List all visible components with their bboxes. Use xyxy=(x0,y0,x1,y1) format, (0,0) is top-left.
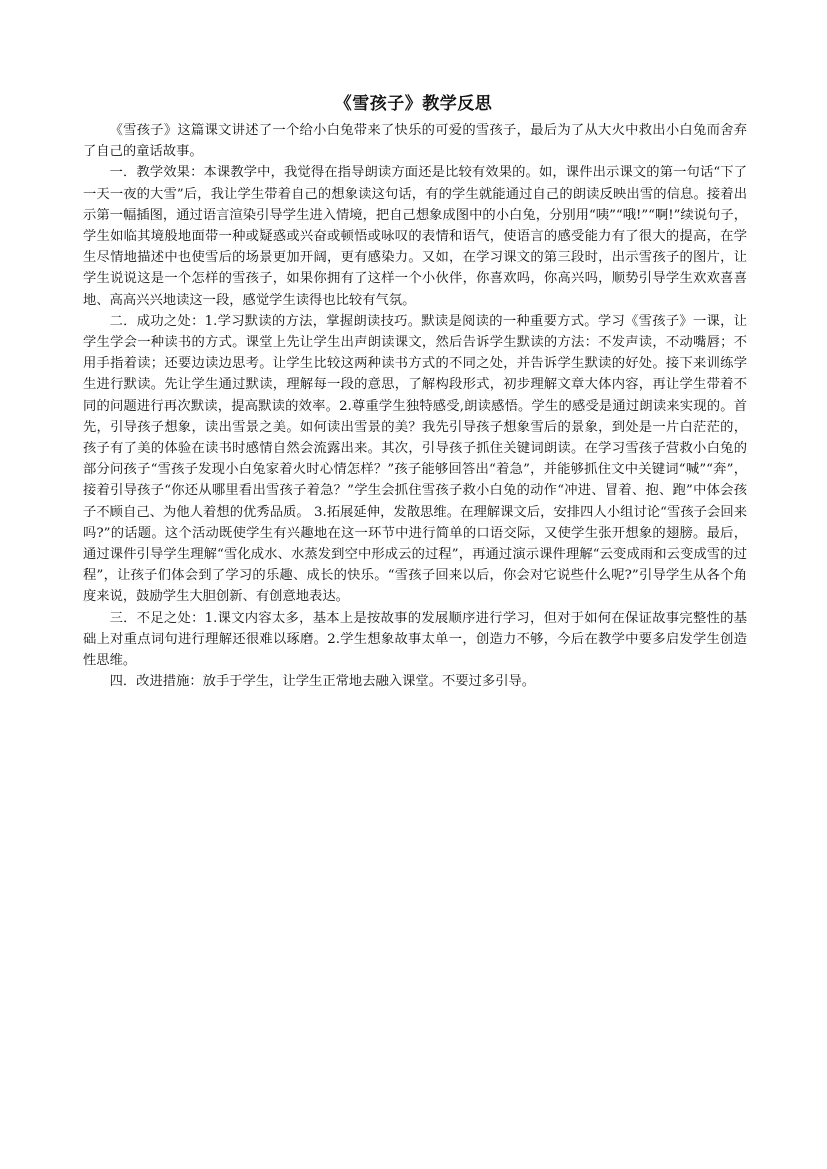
paragraph-improvements: 四．改进措施：放手于学生，让学生正常地去融入课堂。不要过多引导。 xyxy=(109,674,536,690)
document-body xyxy=(83,120,747,692)
paragraph-shortcomings: 三．不足之处：1.课文内容太多，基本上是按故事的发展顺序进行学习，但对于如何在保证故事完整性的基础上对重点词句进行理解还很难以琢磨。2.学生想象故事太单一，创造力不够，今后在教学中要多启发学生创造性思维。 xyxy=(83,610,747,669)
paragraph-successes: 二．成功之处：1.学习默读的方法，掌握朗读技巧。默读是阅读的一种重要方式。学习《雪孩子》一课，让学生学会一种读书的方式。课堂上先让学生出声朗读课文，然后告诉学生默读的方法：不发声读，不动嘴唇；不用手指着读；还要边读边思考。让学生比较这两种读书方式的不同之处，并告诉学生默读的好处。接下来训练学生进行默读。先让学生通过默读，理解每一段的意思，了解构段形式，初步理解文章大体内容，再让学生带着不同的问题进行再次默读，提高默读的效率。2.尊重学生独特感受,朗读感悟。学生的感受是通过朗读来实现的。首先，引导孩子想象，读出雪景之美。如何读出雪景的美？我先引导孩子想象雪后的景象，到处是一片白茫茫的，孩子有了美的体验在读书时感情自然会流露出来。其次，引导孩子抓住关键词朗读。在学习雪孩子营救小白兔的部分问孩子“雪孩子发现小白兔家着火时心情怎样？”孩子能够回答出“着急”，并能够抓住文中关键词“喊”“奔”，接着引导孩子“你还从哪里看出雪孩子着急？”学生会抓住雪孩子救小白兔的动作“冲进、冒着、抱、跑”中体会孩子不顾自己、为他人着想的优秀品质。 3.拓展延伸，发散思维。在理解课文后，安排四人小组讨论“雪孩子会回来吗?”的话题。这个活动既使学生有兴趣地在这一环节中进行简单的口语交际，又使学生张开想象的翅膀。最后，通过课件引导学生理解“雪化成水、水蒸发到空中形成云的过程”，再通过演示课件理解“云变成雨和云变成雪的过程”，让孩子们体会到了学习的乐趣、成长的快乐。“雪孩子回来以后，你会对它说些什么呢?”引导学生从各个角度来说，鼓励学生大胆创新、有创意地表达。 xyxy=(83,313,747,605)
paragraph-teaching-effect: 一．教学效果：本课教学中，我觉得在指导朗读方面还是比较有效果的。如，课件出示课文的第一句话“下了一天一夜的大雪”后，我让学生带着自己的想象读这句话，有的学生就能通过自己的朗读反映出雪的信息。接着出示第一幅插图，通过语言渲染引导学生进入情境，把自己想象成图中的小白兔，分别用“咦”“哦!”“啊!”续说句子，学生如临其境般地面带一种或疑惑或兴奋或顿悟或咏叹的表情和语气，使语言的感受能力有了很大的提高，在学生尽情地描述中也使雪后的场景更加开阔，更有感染力。又如，在学习课文的第三段时，出示雪孩子的图片，让学生说说这是一个怎样的雪孩子，如果你拥有了这样一个小伙伴，你喜欢吗，你高兴吗，顺势引导学生欢欢喜喜地、高高兴兴地读这一段，感觉学生读得也比较有气氛。 xyxy=(83,165,747,308)
document-title: 《雪孩子》教学反思 xyxy=(334,94,493,114)
paragraph-intro: 《雪孩子》这篇课文讲述了一个给小白兔带来了快乐的可爱的雪孩子，最后为了从大火中救出小白兔而舍弃了自己的童话故事。 xyxy=(83,123,747,160)
